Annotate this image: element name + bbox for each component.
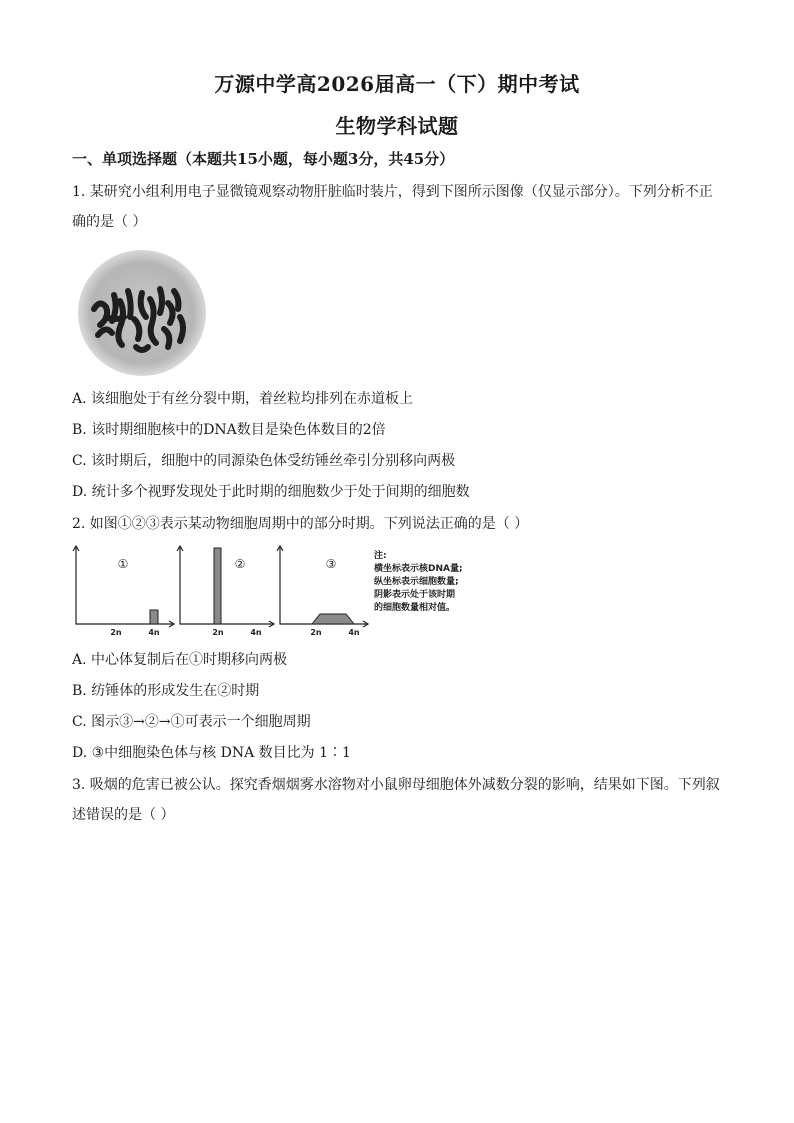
q2-panel1-tick-2n: 2n bbox=[110, 628, 122, 637]
q1-option-d: D. 统计多个视野发现处于此时期的细胞数少于处于间期的细胞数 bbox=[72, 484, 470, 500]
q2-option-b: B. 纺锤体的形成发生在②时期 bbox=[72, 683, 260, 699]
q1-option-b: B. 该时期细胞核中的DNA数目是染色体数目的2倍 bbox=[72, 422, 386, 438]
q2-panel2-bar bbox=[214, 548, 221, 624]
exam-title: 万源中学高2026届高一（下）期中考试 bbox=[214, 72, 580, 96]
q2-panel1-bar bbox=[150, 610, 158, 624]
q2-option-a: A. 中心体复制后在①时期移向两极 bbox=[72, 652, 288, 668]
q2-panel3-tick-2n: 2n bbox=[310, 628, 322, 637]
q2-panel3-label: ③ bbox=[325, 557, 337, 571]
section-heading: 一、单项选择题（本题共15小题，每小题3分，共45分） bbox=[72, 150, 455, 168]
q3-stem-line2: 述错误的是（ ） bbox=[72, 807, 175, 823]
q2-panel1-label: ① bbox=[117, 557, 129, 571]
q1-micrograph-image bbox=[76, 247, 208, 379]
q2-note-line4: 阴影表示处于该时期 bbox=[374, 590, 456, 600]
exam-subtitle: 生物学科试题 bbox=[335, 114, 459, 138]
q2-panel3-tick-4n: 4n bbox=[348, 628, 360, 637]
q2-panel2-tick-4n: 4n bbox=[250, 628, 262, 637]
q3-stem-line1: 3. 吸烟的危害已被公认。探究香烟烟雾水溶物对小鼠卵母细胞体外减数分裂的影响，结果如下图。下列叙 bbox=[72, 777, 720, 793]
q2-note-line2: 横坐标表示核DNA量; bbox=[374, 564, 463, 574]
q1-stem-line2: 确的是（ ） bbox=[72, 214, 147, 230]
q2-panel1-tick-4n: 4n bbox=[148, 628, 160, 637]
q2-note-line1: 注: bbox=[374, 551, 387, 561]
q2-panel3-shape bbox=[312, 614, 354, 624]
q1-option-a: A. 该细胞处于有丝分裂中期，着丝粒均排列在赤道板上 bbox=[72, 391, 414, 407]
q2-option-c: C. 图示③→②→①可表示一个细胞周期 bbox=[72, 714, 311, 730]
q2-histogram-figure bbox=[66, 542, 486, 642]
q2-note-line3: 纵坐标表示细胞数量; bbox=[374, 577, 459, 587]
q2-note-line5: 的细胞数量相对值。 bbox=[374, 603, 456, 613]
q1-stem-line1: 1. 某研究小组利用电子显微镜观察动物肝脏临时装片，得到下图所示图像（仅显示部分）。下列分析不正 bbox=[72, 184, 713, 200]
q2-option-d: D. ③中细胞染色体与核 DNA 数目比为 1∶1 bbox=[72, 745, 351, 761]
q2-stem: 2. 如图①②③表示某动物细胞周期中的部分时期。下列说法正确的是（ ） bbox=[72, 516, 529, 532]
q1-option-c: C. 该时期后，细胞中的同源染色体受纺锤丝牵引分别移向两极 bbox=[72, 453, 456, 469]
q2-panel2-label: ② bbox=[234, 557, 246, 571]
q2-panel2-tick-2n: 2n bbox=[212, 628, 224, 637]
